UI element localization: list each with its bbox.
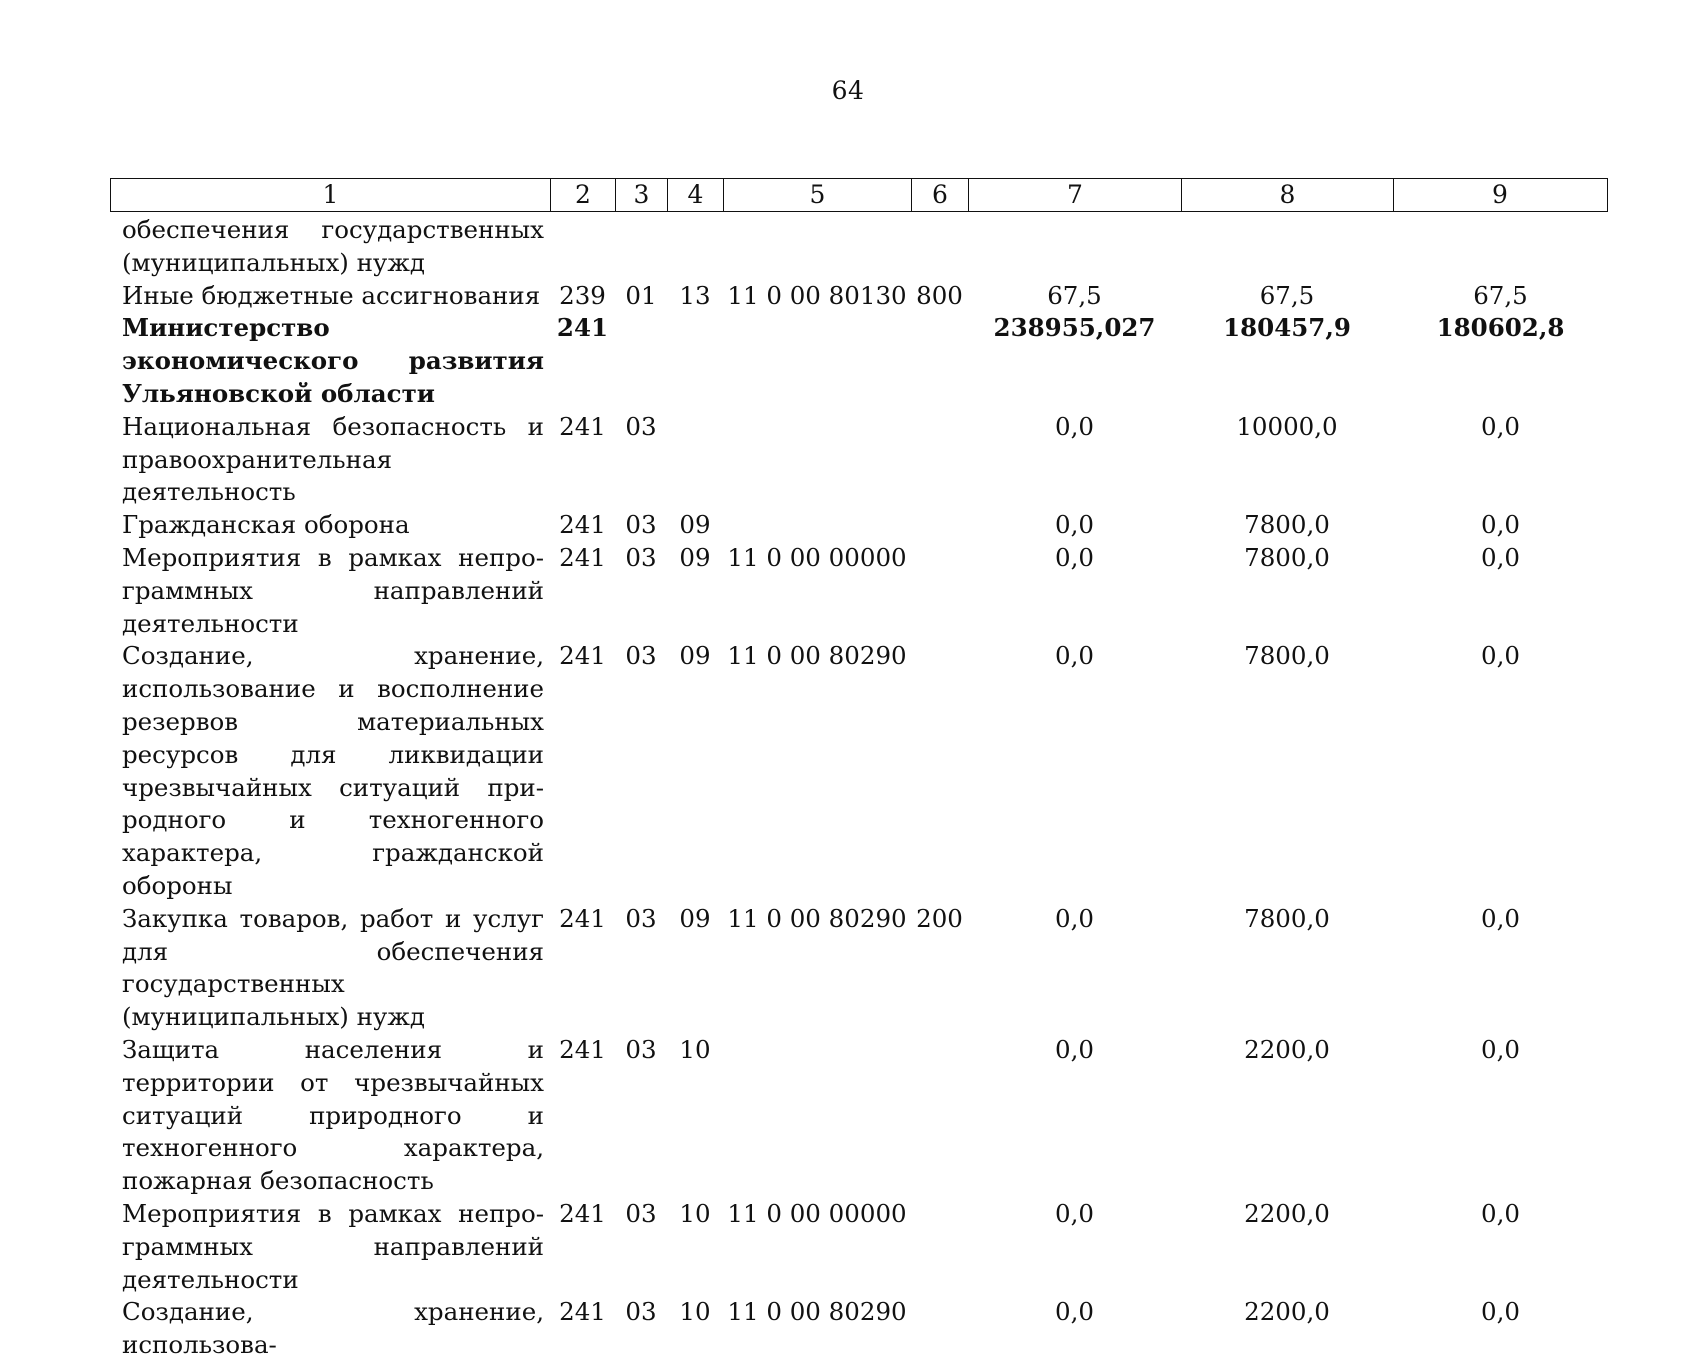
row-value-col-8: 67,5 <box>1259 280 1315 310</box>
row-value-col-2: 241 <box>559 1297 606 1327</box>
row-value-col-8: 10000,0 <box>1236 411 1338 441</box>
row-value-col-3: 03 <box>625 1297 657 1327</box>
row-value-col-9: 0,0 <box>1481 1198 1520 1228</box>
row-value-col-4: 10 <box>679 1297 711 1327</box>
row-value-col-2: 241 <box>559 641 606 671</box>
header-col-9: 9 <box>1492 180 1508 209</box>
row-value-col-4: 09 <box>679 641 711 671</box>
row-value-col-6: 200 <box>916 903 963 933</box>
row-value-col-6 <box>911 1296 968 1362</box>
row-value-col-9: 0,0 <box>1481 903 1520 933</box>
row-value-col-6 <box>911 542 968 640</box>
table-row <box>110 903 1608 1034</box>
row-value-col-8: 180457,9 <box>1223 313 1351 343</box>
row-value-col-3: 03 <box>625 542 657 572</box>
row-value-col-9: 0,0 <box>1481 510 1520 540</box>
table-row <box>110 640 1608 902</box>
row-value-col-4 <box>667 214 723 280</box>
row-value-col-3: 03 <box>625 1034 657 1064</box>
row-value-col-2: 241 <box>559 903 606 933</box>
row-value-col-5: 11 0 00 80290 <box>727 903 907 933</box>
header-col-8: 8 <box>1182 179 1394 211</box>
row-value-col-6 <box>911 640 968 902</box>
row-value-col-6 <box>911 214 968 280</box>
header-col-1: 1 <box>111 179 551 211</box>
row-value-col-7: 0,0 <box>1055 903 1094 933</box>
row-value-col-4: 09 <box>679 510 711 540</box>
table-header <box>110 178 1608 212</box>
row-value-col-7: 0,0 <box>1055 542 1094 572</box>
row-label: обеспечения государственных (муниципальных) нужд <box>122 215 544 277</box>
header-col-2: 2 <box>551 179 616 211</box>
row-label: Создание, хранение, использова- <box>122 1297 544 1360</box>
row-value-col-9: 180602,8 <box>1436 313 1565 343</box>
row-value-col-3: 03 <box>625 1198 657 1228</box>
row-value-col-9: 67,5 <box>1473 280 1528 310</box>
row-value-col-5 <box>723 214 911 280</box>
row-label: Национальная безопасность и правоохранительная деятельность <box>122 411 544 507</box>
row-value-col-7: 0,0 <box>1055 1034 1094 1064</box>
row-value-col-8: 7800,0 <box>1244 510 1330 540</box>
row-value-col-9 <box>1393 214 1608 280</box>
row-value-col-2: 241 <box>559 510 606 540</box>
table-body <box>110 214 1608 1362</box>
row-label: Мероприятия в рамках непрограммных направлений деятельности <box>122 542 544 638</box>
row-value-col-2: 241 <box>559 542 606 572</box>
row-value-col-5: 11 0 00 00000 <box>727 1198 907 1228</box>
header-col-7: 7 <box>969 179 1182 211</box>
row-value-col-5: 11 0 00 80290 <box>727 641 907 671</box>
row-value-col-8: 2200,0 <box>1244 1034 1330 1064</box>
row-value-col-8: 7800,0 <box>1244 641 1330 671</box>
table-row <box>110 542 1608 640</box>
row-value-col-2: 239 <box>559 280 606 310</box>
row-value-col-3 <box>615 214 667 280</box>
header-col-5: 5 <box>724 179 912 211</box>
row-value-col-4: 10 <box>679 1034 711 1064</box>
row-value-col-3: 03 <box>625 641 657 671</box>
table-row <box>110 1034 1608 1198</box>
row-value-col-5: 11 0 00 80290 <box>727 1297 907 1327</box>
page-number: 64 <box>831 76 865 105</box>
row-label: Создание, хранение, использование и восполнение резервов материальных ресурсов для ликвидации чрезвычайных ситуаций природного и техногенного характера, гражданской обороны <box>122 641 544 900</box>
row-value-col-7: 0,0 <box>1055 641 1094 671</box>
row-value-col-3: 03 <box>625 903 657 933</box>
row-label: Закупка товаров, работ и услуг для обеспечения государственных (муниципальных) нужд <box>122 903 544 1032</box>
table-row <box>110 509 1608 542</box>
table-row <box>110 280 1608 313</box>
row-value-col-7: 67,5 <box>1047 280 1102 310</box>
row-value-col-3: 03 <box>625 411 657 441</box>
row-value-col-3 <box>615 312 667 410</box>
row-value-col-5 <box>723 312 911 410</box>
row-value-col-4: 13 <box>679 280 711 310</box>
row-value-col-8: 2200,0 <box>1244 1198 1330 1228</box>
row-label: Мероприятия в рамках непрограммных направлений деятельности <box>122 1198 544 1294</box>
row-value-col-6: 800 <box>916 280 963 310</box>
row-value-col-5 <box>723 509 911 542</box>
row-label: Защита населения и территории от чрезвычайных ситуаций природного и техногенного характера, пожарная безопасность <box>122 1034 544 1196</box>
row-value-col-7 <box>968 214 1181 280</box>
row-value-col-4 <box>667 312 723 410</box>
row-value-col-6 <box>911 509 968 542</box>
row-value-col-2 <box>550 214 615 280</box>
row-value-col-2: 241 <box>559 411 606 441</box>
table-row <box>110 411 1608 509</box>
row-value-col-4: 09 <box>679 542 711 572</box>
row-value-col-6 <box>911 411 968 509</box>
row-value-col-7: 238955,027 <box>993 313 1156 343</box>
row-label: Министерство экономического развития Ульяновской области <box>122 313 544 408</box>
row-value-col-8 <box>1181 214 1393 280</box>
row-value-col-7: 0,0 <box>1055 1198 1094 1228</box>
row-label: Гражданская оборона <box>122 510 410 540</box>
row-value-col-9: 0,0 <box>1481 1034 1520 1064</box>
row-value-col-9: 0,0 <box>1481 411 1520 441</box>
header-col-3: 3 <box>616 179 668 211</box>
table-row <box>110 214 1608 280</box>
row-value-col-9: 0,0 <box>1481 542 1520 572</box>
row-value-col-4: 10 <box>679 1198 711 1228</box>
row-value-col-2: 241 <box>559 1034 606 1064</box>
row-value-col-3: 03 <box>625 510 657 540</box>
row-value-col-8: 2200,0 <box>1244 1297 1330 1327</box>
row-value-col-7: 0,0 <box>1055 510 1094 540</box>
row-value-col-5: 11 0 00 00000 <box>727 542 907 572</box>
row-value-col-4 <box>667 411 723 509</box>
table-row <box>110 1198 1608 1296</box>
table-row <box>110 312 1608 410</box>
row-value-col-5 <box>723 1034 911 1198</box>
row-value-col-8: 7800,0 <box>1244 903 1330 933</box>
row-value-col-4: 09 <box>679 903 711 933</box>
header-col-4: 4 <box>668 179 724 211</box>
row-value-col-6 <box>911 1198 968 1296</box>
row-value-col-5 <box>723 411 911 509</box>
row-value-col-5: 11 0 00 80130 <box>727 280 907 310</box>
row-label: Иные бюджетные ассигнования <box>122 280 541 310</box>
table-row <box>110 1296 1608 1362</box>
row-value-col-8: 7800,0 <box>1244 542 1330 572</box>
row-value-col-7: 0,0 <box>1055 411 1094 441</box>
row-value-col-2: 241 <box>556 313 609 343</box>
row-value-col-2: 241 <box>559 1198 606 1228</box>
row-value-col-7: 0,0 <box>1055 1297 1094 1327</box>
row-value-col-3: 01 <box>625 280 657 310</box>
row-value-col-9: 0,0 <box>1481 1297 1520 1327</box>
row-value-col-9: 0,0 <box>1481 641 1520 671</box>
header-col-6: 6 <box>912 179 969 211</box>
row-value-col-6 <box>911 312 968 410</box>
row-value-col-6 <box>911 1034 968 1198</box>
